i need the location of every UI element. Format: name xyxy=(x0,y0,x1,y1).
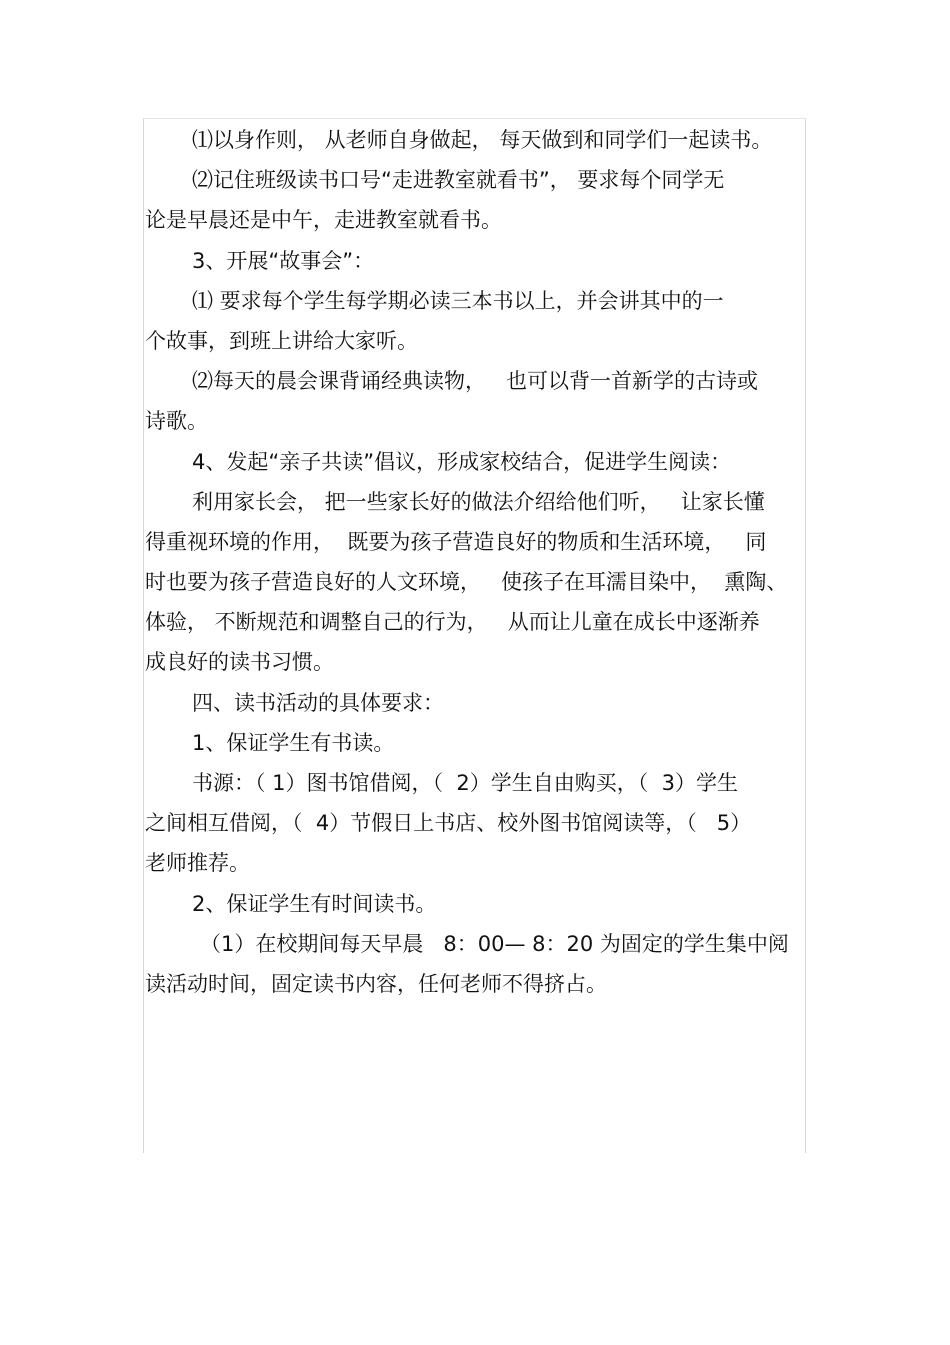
heading-parent-child-reading: 4、发起“亲子共读”倡议，形成家校结合，促进学生阅读： xyxy=(192,449,732,474)
text-line-10: 利用家长会， 把一些家长好的做法介绍给他们听， 让家长懂 xyxy=(192,489,765,514)
text-line-14: 成良好的读书习惯。 xyxy=(145,650,334,675)
document-body xyxy=(145,120,805,1004)
text-line-12: 时也要为孩子营造良好的人文环境， 使孩子在耳濡目染中， 熏陶、 xyxy=(145,570,788,595)
heading-reading-time: 2、保证学生有时间读书。 xyxy=(192,891,437,916)
text-line-6: 个故事，到班上讲给大家听。 xyxy=(145,328,418,353)
text-line-5: ⑴ 要求每个学生每学期必读三本书以上，并会讲其中的一 xyxy=(192,288,724,313)
text-line-22: 读活动时间，固定读书内容，任何老师不得挤占。 xyxy=(145,971,607,996)
text-line-1: ⑴以身作则， 从老师自身做起， 每天做到和同学们一起读书。 xyxy=(192,128,773,152)
text-line-8: 诗歌。 xyxy=(145,409,208,434)
text-line-17: 书源：（ 1）图书馆借阅，（ 2）学生自由购买，（ 3）学生 xyxy=(192,771,738,795)
heading-books-available: 1、保证学生有书读。 xyxy=(192,730,395,755)
text-line-2: ⑵记住班级读书口号“走进教室就看书”， 要求每个同学无 xyxy=(192,168,725,193)
heading-section-four: 四、读书活动的具体要求： xyxy=(192,690,444,715)
text-line-3: 论是早晨还是中午，走进教室就看书。 xyxy=(145,208,502,233)
text-line-11: 得重视环境的作用， 既要为孩子营造良好的物质和生活环境， 同 xyxy=(145,529,767,554)
text-line-13: 体验， 不断规范和调整自己的行为， 从而让儿童在成长中逐渐养 xyxy=(145,610,760,635)
text-line-19: 老师推荐。 xyxy=(145,851,250,876)
text-line-18: 之间相互借阅，（ 4）节假日上书店、校外图书馆阅读等，（ 5） xyxy=(145,811,752,836)
text-line-21: （1）在校期间每天早晨 8：00— 8：20 为固定的学生集中阅 xyxy=(200,931,789,956)
text-line-7: ⑵每天的晨会课背诵经典读物， 也可以背一首新学的古诗或 xyxy=(192,369,759,394)
heading-story-meeting: 3、开展“故事会”： xyxy=(192,248,375,273)
